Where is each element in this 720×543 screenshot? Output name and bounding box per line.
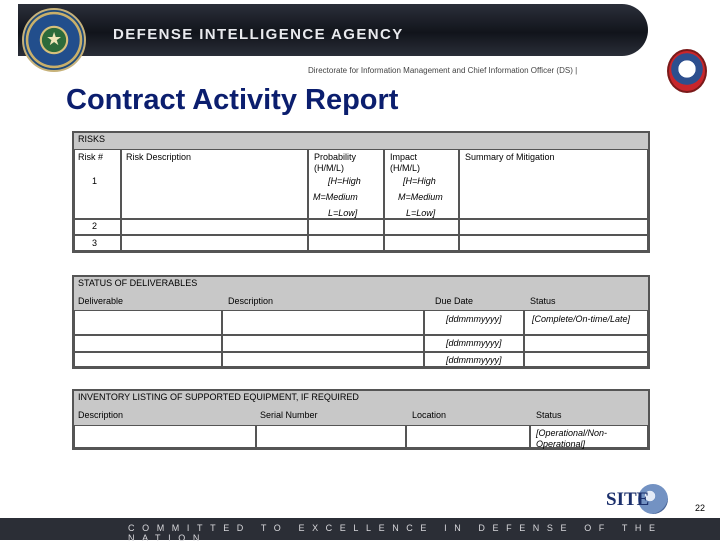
risk-cell [459,235,648,251]
impact-header: Impact (H/M/L) [390,152,420,173]
deliverable-cell [222,352,424,367]
due-date-placeholder: [ddmmmyyyy] [446,314,502,324]
serial-number-header: Serial Number [260,410,318,420]
risk-cell [384,235,459,251]
deliverable-cell [524,335,648,352]
inventory-section-title: INVENTORY LISTING OF SUPPORTED EQUIPMENT, IF REQUIRED [78,392,359,402]
risk-number-header: Risk # [78,152,104,162]
deliverable-cell [222,335,424,352]
risk-row-number: 1 [92,176,98,186]
agency-name: DEFENSE INTELLIGENCE AGENCY [113,26,404,43]
risk-cell [384,219,459,235]
deliverable-cell [74,310,222,335]
page-title: Contract Activity Report [66,84,399,116]
due-date-placeholder: [ddmmmyyyy] [446,355,502,365]
footer-motto: COMMITTED TO EXCELLENCE IN DEFENSE OF THE NATION [128,523,663,543]
eagle-seal-logo [667,49,707,93]
inventory-description-header: Description [78,410,124,420]
risk-cell [121,235,308,251]
deliverable-description-header: Description [228,296,274,306]
risks-section-title: RISKS [78,134,106,144]
probability-header: Probability (H/M/L) [314,152,357,173]
risk-row-number: 3 [92,238,98,248]
deliverables-section-title: STATUS OF DELIVERABLES [78,278,198,288]
risk-cell [308,219,384,235]
status-placeholder: [Complete/On-time/Late] [532,314,631,324]
inventory-cell [256,425,406,448]
deliverable-cell [222,310,424,335]
risk-cell [74,219,121,235]
risk-cell [74,235,121,251]
probability-legend-medium: M=Medium [313,192,358,202]
impact-legend-high: [H=High [403,176,436,186]
probability-legend-low: L=Low] [328,208,358,218]
risk-cell [459,219,648,235]
location-header: Location [412,410,447,420]
due-date-placeholder: [ddmmmyyyy] [446,338,502,348]
inventory-cell [406,425,530,448]
risk-row-number: 2 [92,221,98,231]
agency-banner [18,4,648,56]
deliverable-header: Deliverable [78,296,124,306]
probability-legend-high: [H=High [328,176,361,186]
inventory-cell [74,425,256,448]
risk-cell [121,219,308,235]
risk-cell [308,235,384,251]
impact-legend-low: L=Low] [406,208,436,218]
deliverable-cell [524,352,648,367]
directorate-subtitle: Directorate for Information Management and Chief Information Officer (DS) | [308,66,578,75]
mitigation-header: Summary of Mitigation [465,152,555,162]
deliverable-cell [74,352,222,367]
page-number: 22 [695,503,706,513]
inventory-status-header: Status [536,410,562,420]
deliverable-status-header: Status [530,296,556,306]
deliverable-cell [74,335,222,352]
risk-description-header: Risk Description [126,152,192,162]
inventory-status-placeholder: [Operational/Non-Operational] [536,428,608,449]
impact-legend-medium: M=Medium [398,192,443,202]
due-date-header: Due Date [435,296,474,306]
dia-seal-logo [22,8,86,72]
star-icon: ★ [46,29,63,49]
site-logo: SITE [606,489,650,510]
